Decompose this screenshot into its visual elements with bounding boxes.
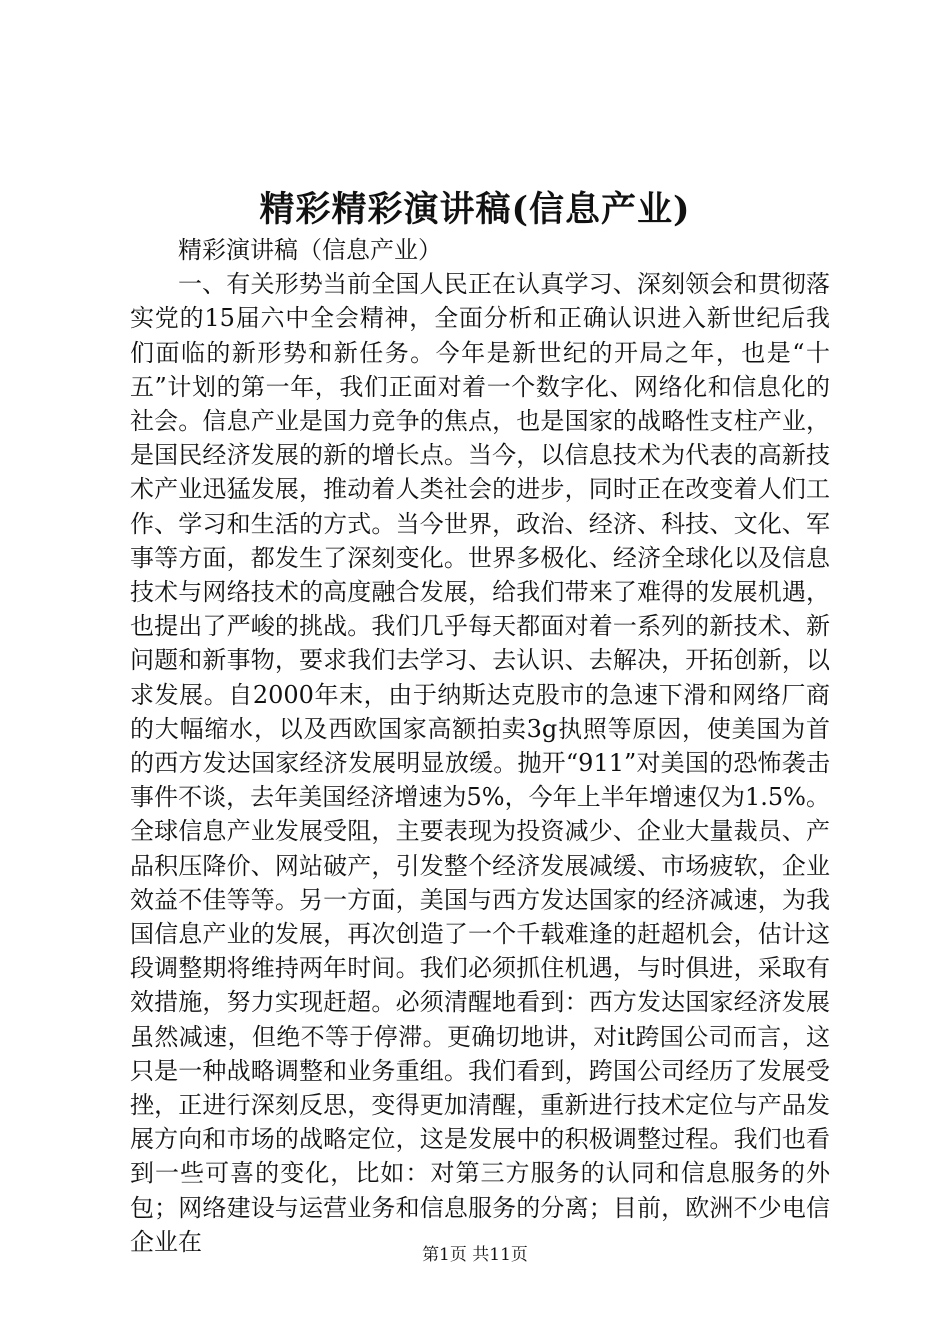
document-subtitle: 精彩演讲稿（信息产业） <box>178 236 442 264</box>
document-body <box>130 233 830 1259</box>
document-title: 精彩精彩演讲稿(信息产业) <box>259 189 691 230</box>
page-footer: 第1页 共11页 <box>422 1245 528 1265</box>
body-paragraph: 一、有关形势当前全国人民正在认真学习、深刻领会和贯彻落实党的15届六中全会精神，全面分析和正确认识进入新世纪后我们面临的新形势和新任务。今年是新世纪的开局之年，也是“十五”计划的第一年，我们正面对着一个数字化、网络化和信息化的社会。信息产业是国力竞争的焦点，也是国家的战略性支柱产业，是国民经济发展的新的增长点。当今，以信息技术为代表的高新技术产业迅猛发展，推动着人类社会的进步，同时正在改变着人们工作、学习和生活的方式。当今世界，政治、经济、科技、文化、军事等方面，都发生了深刻变化。世界多极化、经济全球化以及信息技术与网络技术的高度融合发展，给我们带来了难得的发展机遇，也提出了严峻的挑战。我们几乎每天都面对着一系列的新技术、新问题和新事物，要求我们去学习、去认识、去解决，开拓创新，以求发展。自2000年末，由于纳斯达克股市的急速下滑和网络厂商的大幅缩水，以及西欧国家高额拍卖3g执照等原因，使美国为首的西方发达国家经济发展明显放缓。抛开“911”对美国的恐怖袭击事件不谈，去年美国经济增速为5%，今年上半年增速仅为1.5%。全球信息产业发展受阻，主要表现为投资减少、企业大量裁员、产品积压降价、网站破产，引发整个经济发展减缓、市场疲软，企业效益不佳等等。另一方面，美国与西方发达国家的经济减速，为我国信息产业的发展，再次创造了一个千载难逢的赶超机会，估计这段调整期将维持两年时间。我们必须抓住机遇，与时俱进，采取有效措施，努力实现赶超。必须清醒地看到：西方发达国家经济发展虽然减速，但绝不等于停滞。更确切地讲，对it跨国公司而言，这只是一种战略调整和业务重组。我们看到，跨国公司经历了发展受挫，正进行深刻反思，变得更加清醒，重新进行技术定位与产品发展方向和市场的战略定位，这是发展中的积极调整过程。我们也看到一些可喜的变化，比如：对第三方服务的认同和信息服务的外包；网络建设与运营业务和信息服务的分离；目前，欧洲不少电信企业在 <box>130 270 830 1256</box>
